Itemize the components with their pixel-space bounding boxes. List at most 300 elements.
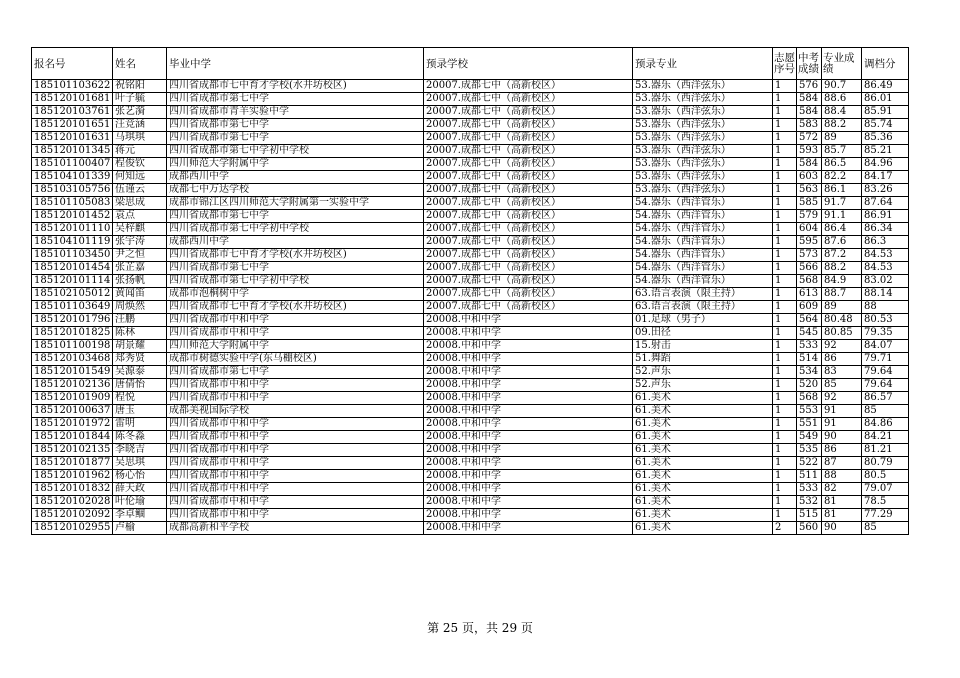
cell-major-score: 86.5 <box>822 158 862 171</box>
cell-exam-score: 609 <box>797 301 822 314</box>
cell-exam-score: 584 <box>797 106 822 119</box>
cell-exam-score: 566 <box>797 262 822 275</box>
cell-registration-no: 185120103468 <box>32 353 113 366</box>
cell-admitting-major: 54.器乐（西洋管乐） <box>633 275 773 288</box>
cell-final-score: 83.02 <box>862 275 909 288</box>
cell-graduating-school: 四川省成都市七中育才学校(水井坊校区) <box>167 80 424 93</box>
cell-name: 汪竞涵 <box>113 119 167 132</box>
cell-major-score: 85.7 <box>822 145 862 158</box>
cell-name: 蒋元 <box>113 145 167 158</box>
table-row <box>32 210 909 223</box>
cell-final-score: 79.64 <box>862 366 909 379</box>
header-major-score: 专业成绩 <box>822 48 862 80</box>
cell-registration-no: 185101100198 <box>32 340 113 353</box>
cell-exam-score: 595 <box>797 236 822 249</box>
cell-major-score: 90 <box>822 431 862 444</box>
table-row <box>32 93 909 106</box>
cell-final-score: 88 <box>862 301 909 314</box>
cell-major-score: 86 <box>822 444 862 457</box>
cell-preference-order: 1 <box>773 119 797 132</box>
cell-final-score: 84.53 <box>862 249 909 262</box>
table-row <box>32 418 909 431</box>
cell-final-score: 80.5 <box>862 470 909 483</box>
cell-preference-order: 1 <box>773 93 797 106</box>
cell-final-score: 85 <box>862 522 909 535</box>
cell-admitting-major: 61.美术 <box>633 509 773 522</box>
cell-exam-score: 533 <box>797 483 822 496</box>
cell-graduating-school: 四川省成都市青羊实验中学 <box>167 106 424 119</box>
cell-final-score: 85.74 <box>862 119 909 132</box>
cell-name: 张艺漪 <box>113 106 167 119</box>
cell-major-score: 88.2 <box>822 262 862 275</box>
cell-admitting-school: 20007.成都七中（高新校区） <box>424 288 633 301</box>
cell-admitting-major: 61.美术 <box>633 522 773 535</box>
cell-admitting-major: 54.器乐（西洋管乐） <box>633 262 773 275</box>
table-row <box>32 483 909 496</box>
cell-admitting-school: 20008.中和中学 <box>424 431 633 444</box>
cell-name: 张扬帆 <box>113 275 167 288</box>
table-row <box>32 275 909 288</box>
cell-final-score: 77.29 <box>862 509 909 522</box>
table-row <box>32 444 909 457</box>
cell-admitting-school: 20008.中和中学 <box>424 483 633 496</box>
table-row <box>32 262 909 275</box>
cell-graduating-school: 成都西川中学 <box>167 236 424 249</box>
cell-name: 叶子毓 <box>113 93 167 106</box>
cell-admitting-school: 20007.成都七中（高新校区） <box>424 119 633 132</box>
cell-preference-order: 1 <box>773 353 797 366</box>
cell-registration-no: 185120101832 <box>32 483 113 496</box>
cell-graduating-school: 成都市泡桐树中学 <box>167 288 424 301</box>
cell-name: 雷明 <box>113 418 167 431</box>
header-registration-no: 报名号 <box>32 48 113 80</box>
cell-admitting-major: 53.器乐（西洋弦乐） <box>633 184 773 197</box>
cell-major-score: 91.7 <box>822 197 862 210</box>
cell-admitting-school: 20007.成都七中（高新校区） <box>424 275 633 288</box>
table-row <box>32 327 909 340</box>
cell-graduating-school: 四川省成都市第七中学 <box>167 93 424 106</box>
cell-exam-score: 584 <box>797 93 822 106</box>
cell-graduating-school: 四川省成都市七中育才学校(水井坊校区) <box>167 301 424 314</box>
table-row <box>32 470 909 483</box>
table-row <box>32 158 909 171</box>
cell-name: 汪鹏 <box>113 314 167 327</box>
cell-admitting-major: 53.器乐（西洋弦乐） <box>633 158 773 171</box>
table-row <box>32 197 909 210</box>
cell-major-score: 83 <box>822 366 862 379</box>
cell-admitting-school: 20008.中和中学 <box>424 470 633 483</box>
cell-name: 程悦 <box>113 392 167 405</box>
cell-final-score: 86.34 <box>862 223 909 236</box>
cell-exam-score: 584 <box>797 158 822 171</box>
cell-admitting-major: 61.美术 <box>633 457 773 470</box>
cell-preference-order: 1 <box>773 288 797 301</box>
cell-exam-score: 520 <box>797 379 822 392</box>
cell-graduating-school: 四川省成都市中和中学 <box>167 483 424 496</box>
cell-final-score: 81.21 <box>862 444 909 457</box>
cell-final-score: 80.79 <box>862 457 909 470</box>
cell-preference-order: 1 <box>773 444 797 457</box>
cell-exam-score: 533 <box>797 340 822 353</box>
cell-registration-no: 185120102028 <box>32 496 113 509</box>
cell-graduating-school: 四川省成都市中和中学 <box>167 509 424 522</box>
cell-registration-no: 185120101796 <box>32 314 113 327</box>
cell-exam-score: 511 <box>797 470 822 483</box>
admission-list-table <box>31 47 909 535</box>
cell-admitting-school: 20007.成都七中（高新校区） <box>424 301 633 314</box>
table-row <box>32 431 909 444</box>
cell-final-score: 86.91 <box>862 210 909 223</box>
cell-admitting-school: 20007.成都七中（高新校区） <box>424 158 633 171</box>
cell-registration-no: 185120102955 <box>32 522 113 535</box>
cell-preference-order: 1 <box>773 106 797 119</box>
cell-registration-no: 185120102135 <box>32 444 113 457</box>
cell-major-score: 89 <box>822 132 862 145</box>
cell-name: 袁点 <box>113 210 167 223</box>
cell-admitting-major: 51.舞蹈 <box>633 353 773 366</box>
cell-name: 唐倩怡 <box>113 379 167 392</box>
cell-graduating-school: 成都高新和平学校 <box>167 522 424 535</box>
cell-registration-no: 185120102136 <box>32 379 113 392</box>
cell-major-score: 89 <box>822 301 862 314</box>
cell-final-score: 85.91 <box>862 106 909 119</box>
cell-exam-score: 534 <box>797 366 822 379</box>
cell-registration-no: 185120101110 <box>32 223 113 236</box>
cell-graduating-school: 四川省成都市中和中学 <box>167 392 424 405</box>
cell-admitting-major: 09.田径 <box>633 327 773 340</box>
cell-final-score: 84.17 <box>862 171 909 184</box>
cell-preference-order: 1 <box>773 158 797 171</box>
table-row <box>32 405 909 418</box>
cell-registration-no: 185120101345 <box>32 145 113 158</box>
cell-preference-order: 1 <box>773 171 797 184</box>
cell-admitting-school: 20007.成都七中（高新校区） <box>424 106 633 119</box>
cell-major-score: 85 <box>822 379 862 392</box>
cell-registration-no: 185120101549 <box>32 366 113 379</box>
cell-final-score: 79.64 <box>862 379 909 392</box>
cell-admitting-school: 20007.成都七中（高新校区） <box>424 145 633 158</box>
cell-registration-no: 185120101909 <box>32 392 113 405</box>
cell-registration-no: 185120101877 <box>32 457 113 470</box>
cell-preference-order: 1 <box>773 145 797 158</box>
cell-major-score: 87.6 <box>822 236 862 249</box>
table-row <box>32 288 909 301</box>
cell-admitting-major: 01.足球（男子） <box>633 314 773 327</box>
cell-registration-no: 185120101972 <box>32 418 113 431</box>
cell-exam-score: 568 <box>797 392 822 405</box>
header-final-score: 调档分 <box>862 48 909 80</box>
cell-preference-order: 1 <box>773 457 797 470</box>
cell-registration-no: 185120101681 <box>32 93 113 106</box>
cell-name: 何知远 <box>113 171 167 184</box>
cell-registration-no: 185103105756 <box>32 184 113 197</box>
cell-major-score: 84.9 <box>822 275 862 288</box>
cell-admitting-school: 20007.成都七中（高新校区） <box>424 197 633 210</box>
cell-major-score: 86.1 <box>822 184 862 197</box>
cell-final-score: 79.35 <box>862 327 909 340</box>
cell-admitting-major: 61.美术 <box>633 496 773 509</box>
header-name: 姓名 <box>113 48 167 80</box>
cell-graduating-school: 四川省成都市第七中学 <box>167 210 424 223</box>
cell-final-score: 84.53 <box>862 262 909 275</box>
cell-final-score: 88.14 <box>862 288 909 301</box>
cell-exam-score: 532 <box>797 496 822 509</box>
cell-graduating-school: 四川省成都市中和中学 <box>167 431 424 444</box>
cell-name: 叶伦瑜 <box>113 496 167 509</box>
cell-final-score: 85 <box>862 405 909 418</box>
cell-admitting-major: 52.声乐 <box>633 379 773 392</box>
cell-major-score: 82 <box>822 483 862 496</box>
cell-graduating-school: 四川省成都市第七中学初中学校 <box>167 145 424 158</box>
cell-admitting-major: 53.器乐（西洋弦乐） <box>633 93 773 106</box>
cell-graduating-school: 四川省成都市中和中学 <box>167 457 424 470</box>
cell-admitting-major: 61.美术 <box>633 431 773 444</box>
cell-admitting-major: 61.美术 <box>633 418 773 431</box>
cell-final-score: 84.86 <box>862 418 909 431</box>
cell-graduating-school: 四川师范大学附属中学 <box>167 340 424 353</box>
cell-admitting-major: 54.器乐（西洋管乐） <box>633 197 773 210</box>
cell-final-score: 85.21 <box>862 145 909 158</box>
cell-admitting-school: 20007.成都七中（高新校区） <box>424 236 633 249</box>
cell-preference-order: 1 <box>773 80 797 93</box>
cell-name: 陈林 <box>113 327 167 340</box>
cell-graduating-school: 四川省成都市第七中学 <box>167 132 424 145</box>
cell-admitting-school: 20008.中和中学 <box>424 522 633 535</box>
cell-final-score: 84.96 <box>862 158 909 171</box>
table-row <box>32 106 909 119</box>
cell-preference-order: 1 <box>773 184 797 197</box>
cell-final-score: 84.21 <box>862 431 909 444</box>
cell-preference-order: 1 <box>773 470 797 483</box>
cell-final-score: 87.64 <box>862 197 909 210</box>
cell-exam-score: 535 <box>797 444 822 457</box>
cell-major-score: 86 <box>822 353 862 366</box>
table-row <box>32 522 909 535</box>
cell-exam-score: 515 <box>797 509 822 522</box>
cell-exam-score: 583 <box>797 119 822 132</box>
cell-final-score: 78.5 <box>862 496 909 509</box>
cell-graduating-school: 成都市树德实验中学(东马棚校区) <box>167 353 424 366</box>
cell-registration-no: 185104101119 <box>32 236 113 249</box>
cell-admitting-school: 20008.中和中学 <box>424 366 633 379</box>
cell-name: 吴源泰 <box>113 366 167 379</box>
cell-name: 周焕然 <box>113 301 167 314</box>
cell-exam-score: 564 <box>797 314 822 327</box>
table-body <box>32 80 909 535</box>
cell-graduating-school: 四川省成都市第七中学 <box>167 119 424 132</box>
cell-name: 郑秀贤 <box>113 353 167 366</box>
cell-admitting-major: 61.美术 <box>633 405 773 418</box>
cell-graduating-school: 四川省成都市中和中学 <box>167 379 424 392</box>
cell-admitting-major: 53.器乐（西洋弦乐） <box>633 106 773 119</box>
cell-major-score: 81 <box>822 509 862 522</box>
cell-preference-order: 1 <box>773 405 797 418</box>
cell-registration-no: 185120101114 <box>32 275 113 288</box>
table-row <box>32 392 909 405</box>
cell-admitting-school: 20008.中和中学 <box>424 496 633 509</box>
cell-preference-order: 1 <box>773 483 797 496</box>
cell-exam-score: 572 <box>797 132 822 145</box>
cell-admitting-school: 20007.成都七中（高新校区） <box>424 171 633 184</box>
cell-admitting-school: 20008.中和中学 <box>424 418 633 431</box>
cell-admitting-major: 53.器乐（西洋弦乐） <box>633 171 773 184</box>
cell-preference-order: 1 <box>773 392 797 405</box>
cell-graduating-school: 四川省成都市中和中学 <box>167 327 424 340</box>
header-preference-order: 志愿序号 <box>773 48 797 80</box>
table-row <box>32 301 909 314</box>
cell-admitting-school: 20007.成都七中（高新校区） <box>424 132 633 145</box>
cell-final-score: 80.53 <box>862 314 909 327</box>
cell-name: 张宇涛 <box>113 236 167 249</box>
cell-major-score: 92 <box>822 392 862 405</box>
cell-registration-no: 185120101844 <box>32 431 113 444</box>
cell-major-score: 91 <box>822 418 862 431</box>
table-row <box>32 132 909 145</box>
table-row <box>32 509 909 522</box>
cell-graduating-school: 四川省成都市第七中学初中学校 <box>167 223 424 236</box>
cell-exam-score: 604 <box>797 223 822 236</box>
cell-preference-order: 1 <box>773 262 797 275</box>
cell-admitting-major: 54.器乐（西洋管乐） <box>633 223 773 236</box>
cell-registration-no: 185104101339 <box>32 171 113 184</box>
cell-exam-score: 568 <box>797 275 822 288</box>
cell-admitting-school: 20008.中和中学 <box>424 314 633 327</box>
cell-admitting-major: 63.语言表演（限主持） <box>633 288 773 301</box>
cell-preference-order: 1 <box>773 340 797 353</box>
cell-graduating-school: 四川省成都市中和中学 <box>167 470 424 483</box>
cell-exam-score: 551 <box>797 418 822 431</box>
cell-final-score: 86.3 <box>862 236 909 249</box>
cell-registration-no: 185120101825 <box>32 327 113 340</box>
cell-preference-order: 1 <box>773 210 797 223</box>
table-row <box>32 119 909 132</box>
cell-exam-score: 576 <box>797 80 822 93</box>
cell-graduating-school: 成都七中万达学校 <box>167 184 424 197</box>
cell-name: 李卓鲴 <box>113 509 167 522</box>
cell-admitting-school: 20008.中和中学 <box>424 340 633 353</box>
cell-name: 唐玉 <box>113 405 167 418</box>
cell-admitting-major: 61.美术 <box>633 483 773 496</box>
cell-graduating-school: 四川师范大学附属中学 <box>167 158 424 171</box>
cell-major-score: 88.4 <box>822 106 862 119</box>
cell-graduating-school: 成都美视国际学校 <box>167 405 424 418</box>
cell-exam-score: 549 <box>797 431 822 444</box>
cell-graduating-school: 成都市锦江区四川师范大学附属第一实验中学 <box>167 197 424 210</box>
cell-major-score: 81 <box>822 496 862 509</box>
header-admitting-school: 预录学校 <box>424 48 633 80</box>
table-row <box>32 145 909 158</box>
cell-registration-no: 185101100407 <box>32 158 113 171</box>
cell-graduating-school: 四川省成都市七中育才学校(水井坊校区) <box>167 249 424 262</box>
cell-preference-order: 1 <box>773 301 797 314</box>
cell-graduating-school: 成都西川中学 <box>167 171 424 184</box>
cell-exam-score: 553 <box>797 405 822 418</box>
cell-final-score: 86.49 <box>862 80 909 93</box>
cell-preference-order: 1 <box>773 496 797 509</box>
cell-name: 李晓吉 <box>113 444 167 457</box>
cell-name: 马琪琪 <box>113 132 167 145</box>
cell-preference-order: 1 <box>773 275 797 288</box>
cell-name: 吴梓麒 <box>113 223 167 236</box>
cell-major-score: 91.1 <box>822 210 862 223</box>
cell-final-score: 85.36 <box>862 132 909 145</box>
cell-exam-score: 585 <box>797 197 822 210</box>
cell-admitting-major: 54.器乐（西洋管乐） <box>633 249 773 262</box>
cell-name: 薛天政 <box>113 483 167 496</box>
cell-major-score: 80.48 <box>822 314 862 327</box>
cell-admitting-school: 20007.成都七中（高新校区） <box>424 184 633 197</box>
cell-preference-order: 1 <box>773 327 797 340</box>
table-row <box>32 457 909 470</box>
cell-admitting-school: 20007.成都七中（高新校区） <box>424 262 633 275</box>
cell-name: 吴思琪 <box>113 457 167 470</box>
cell-graduating-school: 四川省成都市中和中学 <box>167 496 424 509</box>
cell-graduating-school: 四川省成都市中和中学 <box>167 418 424 431</box>
cell-name: 陈冬淼 <box>113 431 167 444</box>
cell-name: 程俊钦 <box>113 158 167 171</box>
cell-admitting-school: 20007.成都七中（高新校区） <box>424 249 633 262</box>
cell-admitting-major: 52.声乐 <box>633 366 773 379</box>
cell-preference-order: 1 <box>773 132 797 145</box>
table-row <box>32 249 909 262</box>
cell-final-score: 79.71 <box>862 353 909 366</box>
cell-registration-no: 185120101452 <box>32 210 113 223</box>
header-graduating-school: 毕业中学 <box>167 48 424 80</box>
cell-graduating-school: 四川省成都市第七中学初中学校 <box>167 275 424 288</box>
cell-admitting-major: 61.美术 <box>633 470 773 483</box>
cell-preference-order: 1 <box>773 431 797 444</box>
cell-major-score: 88.7 <box>822 288 862 301</box>
table-row <box>32 80 909 93</box>
cell-preference-order: 1 <box>773 314 797 327</box>
cell-major-score: 90 <box>822 522 862 535</box>
cell-exam-score: 573 <box>797 249 822 262</box>
cell-preference-order: 1 <box>773 509 797 522</box>
cell-admitting-school: 20008.中和中学 <box>424 405 633 418</box>
cell-registration-no: 185101105083 <box>32 197 113 210</box>
cell-registration-no: 185120102092 <box>32 509 113 522</box>
cell-admitting-school: 20007.成都七中（高新校区） <box>424 223 633 236</box>
cell-final-score: 84.07 <box>862 340 909 353</box>
cell-registration-no: 185120100637 <box>32 405 113 418</box>
cell-graduating-school: 四川省成都市中和中学 <box>167 444 424 457</box>
cell-exam-score: 514 <box>797 353 822 366</box>
cell-admitting-school: 20008.中和中学 <box>424 353 633 366</box>
cell-admitting-major: 54.器乐（西洋管乐） <box>633 210 773 223</box>
cell-admitting-school: 20008.中和中学 <box>424 457 633 470</box>
cell-preference-order: 1 <box>773 236 797 249</box>
cell-registration-no: 185120101962 <box>32 470 113 483</box>
cell-final-score: 79.07 <box>862 483 909 496</box>
cell-exam-score: 593 <box>797 145 822 158</box>
cell-preference-order: 1 <box>773 418 797 431</box>
cell-final-score: 83.26 <box>862 184 909 197</box>
table-row <box>32 314 909 327</box>
cell-preference-order: 1 <box>773 366 797 379</box>
cell-exam-score: 522 <box>797 457 822 470</box>
header-exam-score: 中考成绩 <box>797 48 822 80</box>
table-row <box>32 223 909 236</box>
table-row <box>32 171 909 184</box>
cell-name: 祝铭阳 <box>113 80 167 93</box>
cell-preference-order: 1 <box>773 249 797 262</box>
cell-registration-no: 185120103761 <box>32 106 113 119</box>
cell-registration-no: 185101103649 <box>32 301 113 314</box>
page-footer: 第 25 页，共 29 页 <box>427 621 533 635</box>
cell-exam-score: 603 <box>797 171 822 184</box>
cell-name: 胡景耀 <box>113 340 167 353</box>
cell-exam-score: 545 <box>797 327 822 340</box>
